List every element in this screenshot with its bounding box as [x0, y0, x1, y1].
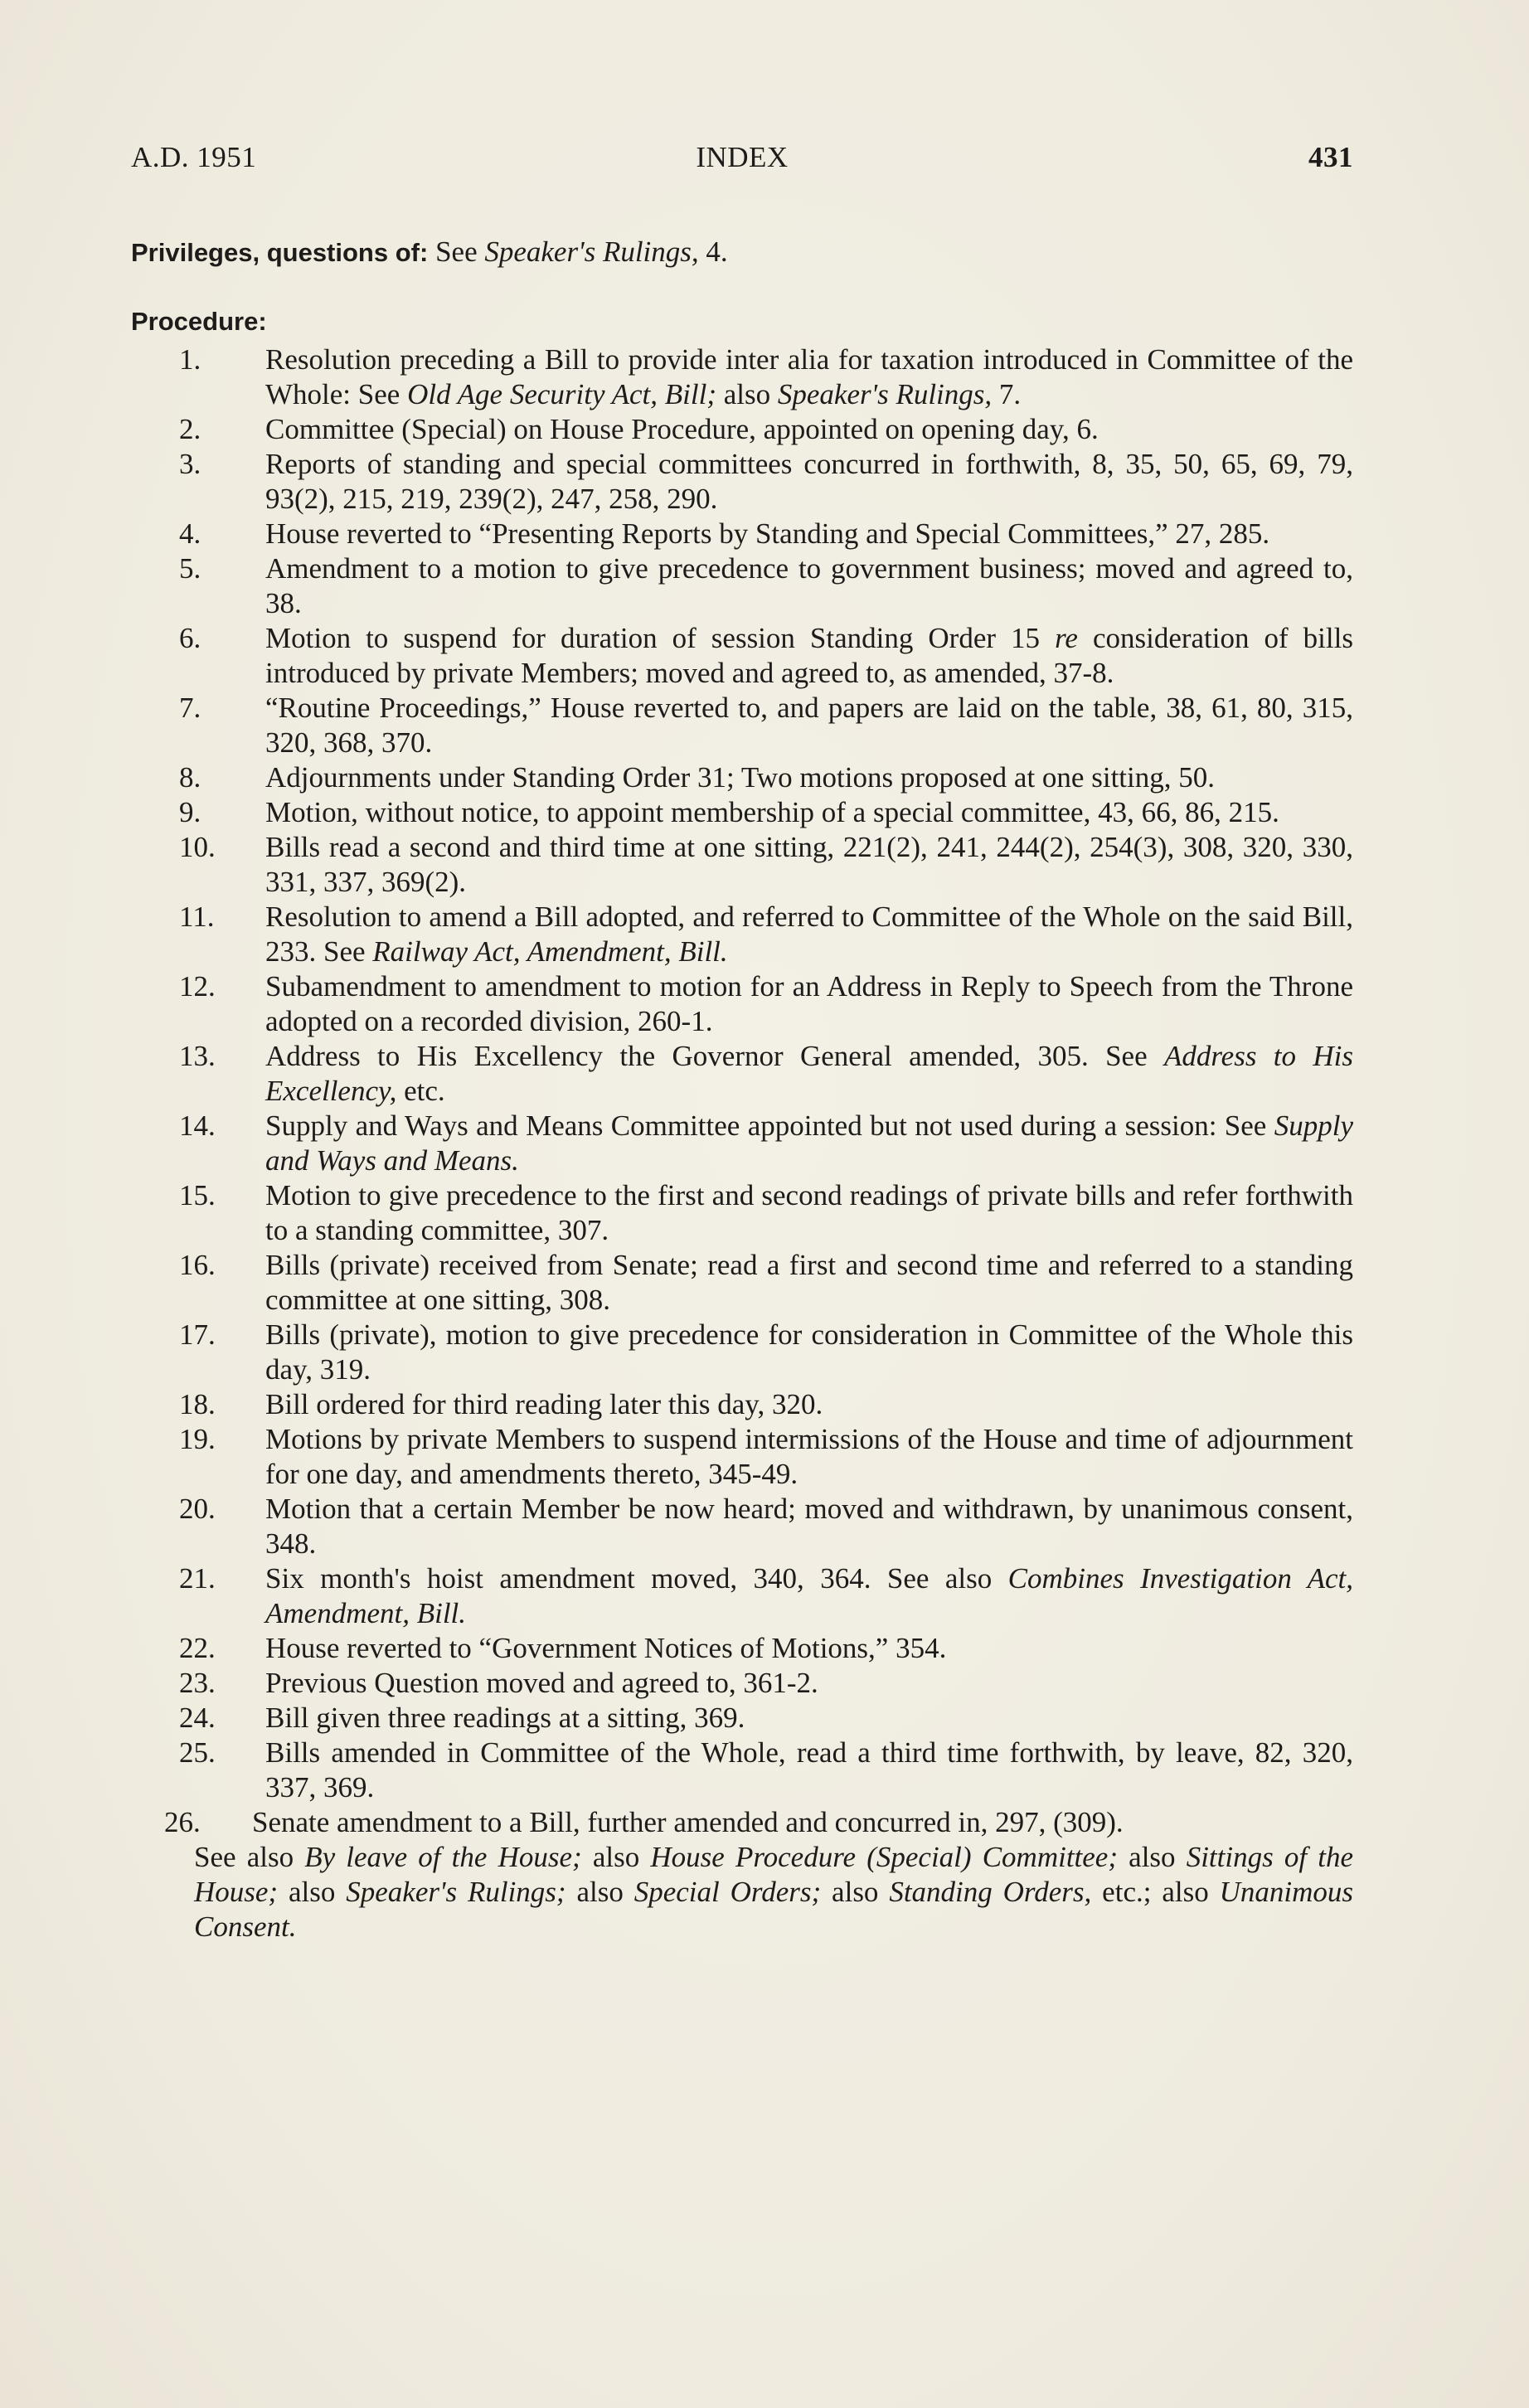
- item-text: Bill given three readings at a sitting, 369.: [265, 1702, 745, 1734]
- procedure-item: [131, 1248, 1353, 1318]
- procedure-item: [131, 691, 1353, 760]
- item-text: Resolution to amend a Bill adopted, and referred to Committee of the Whole on the said Bill, 233. See: [265, 901, 1353, 968]
- index-content: [131, 235, 1353, 1944]
- item-number: 23.: [179, 1667, 216, 1699]
- item-number: 8.: [179, 761, 201, 794]
- item-text: Bill ordered for third reading later this day, 320.: [265, 1388, 823, 1420]
- item-text: Six month's hoist amendment moved, 340, 364. See also: [265, 1562, 1008, 1595]
- item-number: 20.: [179, 1493, 216, 1525]
- item-number: 10.: [179, 831, 216, 863]
- procedure-item: [131, 1387, 1353, 1422]
- privileges-see: See: [435, 235, 478, 268]
- privileges-number: 4.: [706, 235, 728, 268]
- item-text: House reverted to “Government Notices of Motions,” 354.: [265, 1632, 947, 1664]
- item-number: 15.: [179, 1179, 216, 1211]
- procedure-item: [131, 1701, 1353, 1736]
- item-number: 13.: [179, 1040, 216, 1072]
- item-text: Address to His Excellency the Governor General amended, 305. See: [265, 1040, 1164, 1072]
- item-number: 12.: [179, 970, 216, 1003]
- item-text: 7.: [992, 378, 1022, 410]
- item-text: Bills read a second and third time at one sitting, 221(2), 241, 244(2), 254(3), 308, 320, 330, 331, 337, 369(2).: [265, 831, 1353, 898]
- see-also-ref: By leave of the House;: [304, 1841, 582, 1873]
- header-title: INDEX: [696, 141, 789, 173]
- item-number: 19.: [179, 1423, 216, 1455]
- procedure-item: [131, 1492, 1353, 1561]
- procedure-item: [131, 830, 1353, 900]
- procedure-item: [131, 447, 1353, 517]
- procedure-item: [131, 900, 1353, 969]
- item-text: Amendment to a motion to give precedence to government business; moved and agreed to, 38.: [265, 552, 1353, 619]
- see-also-text: also: [278, 1876, 347, 1908]
- item-number: 26.: [164, 1806, 201, 1838]
- item-text: Subamendment to amendment to motion for an Address in Reply to Speech from the Throne adopted on a recorded division, 260-1.: [265, 970, 1353, 1037]
- procedure-item: [131, 412, 1353, 447]
- item-number: 2.: [179, 413, 201, 445]
- procedure-item: [131, 1736, 1353, 1805]
- item-number: 14.: [179, 1109, 216, 1142]
- procedure-item: [131, 1422, 1353, 1492]
- item-number: 3.: [179, 448, 201, 480]
- see-also-ref: Unanimous Consent.: [194, 1876, 1354, 1943]
- item-number: 11.: [179, 901, 215, 933]
- item-number: 4.: [179, 517, 201, 550]
- procedure-item: [131, 517, 1353, 551]
- item-text: Motion, without notice, to appoint membership of a special committee, 43, 66, 86, 215.: [265, 796, 1279, 828]
- procedure-item: [131, 795, 1353, 830]
- item-number: 9.: [179, 796, 201, 828]
- item-text: Committee (Special) on House Procedure, appointed on opening day, 6.: [265, 413, 1099, 445]
- item-text: Bills (private) received from Senate; read a first and second time and referred to a standing committee at one sitting, 308.: [265, 1249, 1353, 1316]
- item-text: also: [716, 378, 778, 410]
- procedure-see-also: [131, 1840, 1353, 1944]
- see-also-text: etc.; also: [1091, 1876, 1220, 1908]
- item-reference: Combines Investigation Act, Amendment, Bill.: [265, 1562, 1354, 1629]
- see-also-ref: Special Orders;: [633, 1876, 822, 1908]
- item-number: 5.: [179, 552, 201, 585]
- item-number: 21.: [179, 1562, 216, 1595]
- see-also-ref: Speaker's Rulings;: [346, 1876, 566, 1908]
- item-text: Resolution preceding a Bill to provide inter alia for taxation introduced in Committee of the Whole: See: [265, 343, 1353, 410]
- item-number: 6.: [179, 622, 201, 654]
- section-spacer: [131, 270, 1353, 303]
- item-number: 16.: [179, 1249, 216, 1281]
- item-text: Bills amended in Committee of the Whole, read a third time forthwith, by leave, 82, 320, 337, 369.: [265, 1736, 1353, 1804]
- page-header: [131, 141, 1353, 182]
- item-text: Supply and Ways and Means Committee appointed but not used during a session: See: [265, 1109, 1274, 1142]
- item-number: 17.: [179, 1318, 216, 1351]
- item-reference: Railway Act, Amendment, Bill.: [372, 935, 728, 968]
- procedure-item: [131, 1561, 1353, 1631]
- item-number: 25.: [179, 1736, 216, 1769]
- procedure-list: [131, 342, 1353, 1840]
- item-text: Senate amendment to a Bill, further amended and concurred in, 297, (309).: [252, 1806, 1124, 1838]
- procedure-item: [131, 969, 1353, 1039]
- procedure-item: [131, 1805, 1353, 1840]
- item-reference: Speaker's Rulings,: [777, 378, 993, 410]
- procedure-item: [131, 760, 1353, 795]
- item-text: Motions by private Members to suspend intermissions of the House and time of adjournment for one day, and amendments thereto, 345-49.: [265, 1423, 1353, 1490]
- procedure-item: [131, 1178, 1353, 1248]
- item-text: Bills (private), motion to give precedence for consideration in Committee of the Whole this day, 319.: [265, 1318, 1353, 1386]
- see-also-ref: Sittings of the House;: [194, 1841, 1353, 1908]
- item-text: House reverted to “Presenting Reports by Standing and Special Committees,” 27, 285.: [265, 517, 1270, 550]
- item-number: 24.: [179, 1702, 216, 1734]
- privileges-entry: [131, 235, 1353, 270]
- procedure-item: [131, 1039, 1353, 1109]
- procedure-item: [131, 1109, 1353, 1178]
- item-text: etc.: [396, 1075, 445, 1107]
- header-page-number: 431: [1308, 141, 1353, 173]
- procedure-item: [131, 1666, 1353, 1701]
- privileges-reference: Speaker's Rulings,: [484, 235, 699, 268]
- item-reference: re: [1055, 622, 1078, 654]
- procedure-item: [131, 551, 1353, 621]
- see-also-text: also: [821, 1876, 890, 1908]
- header-year: A.D. 1951: [131, 141, 257, 173]
- see-also-text: also: [581, 1841, 651, 1873]
- see-also-text: also: [1118, 1841, 1187, 1873]
- item-text: Previous Question moved and agreed to, 361-2.: [265, 1667, 818, 1699]
- item-text: Motion to suspend for duration of session Standing Order 15: [265, 622, 1056, 654]
- procedure-item: [131, 621, 1353, 691]
- item-number: 18.: [179, 1388, 216, 1420]
- item-number: 1.: [179, 343, 201, 376]
- item-reference: Address to His Excellency,: [265, 1040, 1353, 1107]
- procedure-entry: [131, 303, 1353, 339]
- see-also-ref: House Procedure (Special) Committee;: [650, 1841, 1118, 1873]
- procedure-item: [131, 1631, 1353, 1666]
- item-text: Motion to give precedence to the first and second readings of private bills and refer forthwith to a standing committee, 307.: [265, 1179, 1353, 1246]
- item-reference: Supply and Ways and Means.: [265, 1109, 1353, 1177]
- item-text: consideration of bills introduced by private Members; moved and agreed to, as amended, 37-8.: [265, 622, 1353, 689]
- procedure-item: [131, 342, 1353, 412]
- see-also-ref: Standing Orders,: [889, 1876, 1092, 1908]
- item-number: 22.: [179, 1632, 216, 1664]
- procedure-item: [131, 1318, 1353, 1387]
- item-text: Adjournments under Standing Order 31; Two motions proposed at one sitting, 50.: [265, 761, 1215, 794]
- item-text: Reports of standing and special committees concurred in forthwith, 8, 35, 50, 65, 69, 79, 93(2), 215, 219, 239(2), 247, 258, 290.: [265, 448, 1353, 515]
- privileges-heading: Privileges, questions of:: [131, 238, 429, 267]
- procedure-heading: Procedure:: [131, 307, 267, 336]
- see-also-text: also: [565, 1876, 634, 1908]
- see-also-text: See also: [194, 1841, 305, 1873]
- item-text: Motion that a certain Member be now heard; moved and withdrawn, by unanimous consent, 348.: [265, 1493, 1353, 1560]
- item-reference: Old Age Security Act, Bill;: [407, 378, 716, 410]
- item-text: “Routine Proceedings,” House reverted to, and papers are laid on the table, 38, 61, 80, 315, 320, 368, 370.: [265, 692, 1353, 759]
- item-number: 7.: [179, 692, 201, 724]
